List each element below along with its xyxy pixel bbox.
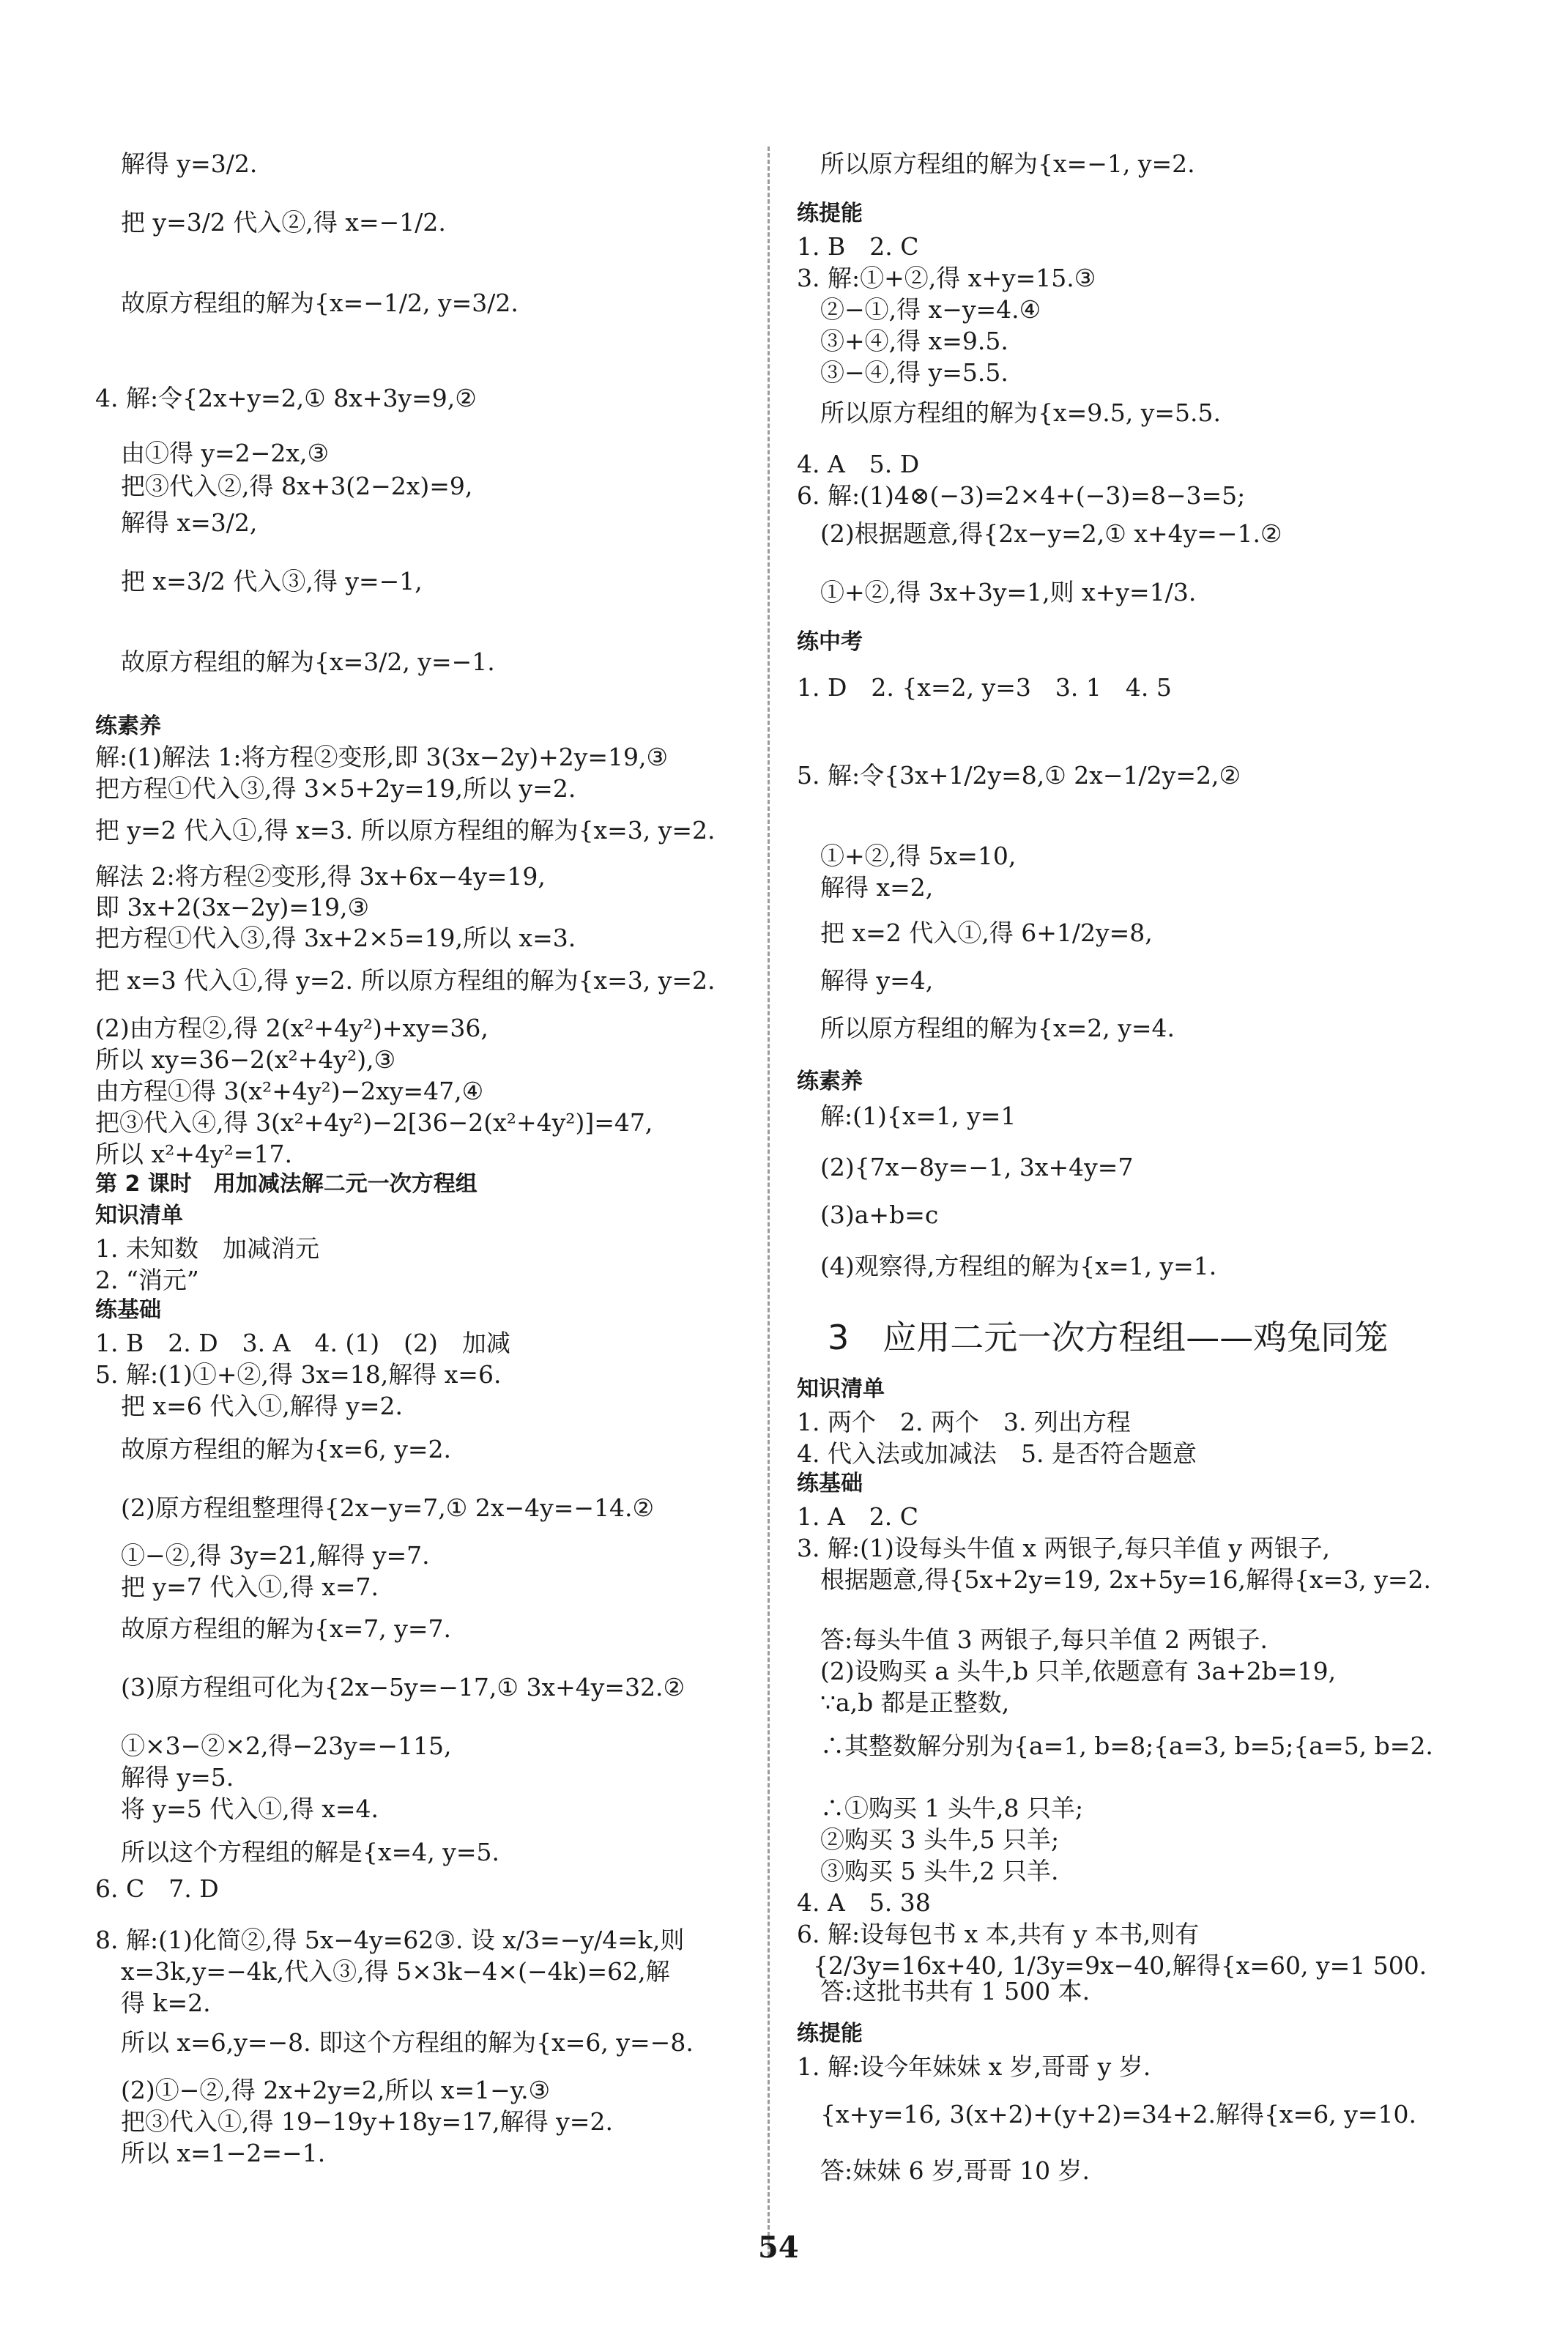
section-heading: 练素养 bbox=[95, 713, 161, 739]
text-line: 解得 y=3/2. bbox=[121, 149, 258, 178]
section-heading: 练中考 bbox=[797, 629, 863, 655]
section-heading: 练基础 bbox=[797, 1471, 863, 1496]
text-line: (4)观察得,方程组的解为{x=1, y=1. bbox=[820, 1252, 1217, 1280]
text-line: {2/3y=16x+40, 1/3y=9x−40,解得{x=60, y=1 500. bbox=[813, 1951, 1427, 1980]
text-line: (3)a+b=c bbox=[820, 1200, 939, 1229]
text-line: (2)根据题意,得{2x−y=2,① x+4y=−1.② bbox=[820, 519, 1282, 548]
text-line: 所以原方程组的解为{x=2, y=4. bbox=[820, 1014, 1175, 1042]
section-heading: 练提能 bbox=[797, 2021, 863, 2046]
text-line: 1. 未知数 加减消元 bbox=[95, 1234, 319, 1263]
text-line: 把③代入①,得 19−19y+18y=17,解得 y=2. bbox=[121, 2107, 613, 2136]
section-heading: 练素养 bbox=[797, 1069, 863, 1094]
text-line: 3. 解:①+②,得 x+y=15.③ bbox=[797, 264, 1096, 292]
text-line: 故原方程组的解为{x=6, y=2. bbox=[121, 1435, 452, 1463]
text-line: 故原方程组的解为{x=7, y=7. bbox=[121, 1614, 452, 1643]
text-line: 6. C 7. D bbox=[95, 1874, 219, 1903]
text-line: (2)设购买 a 头牛,b 只羊,依题意有 3a+2b=19, bbox=[820, 1657, 1337, 1685]
text-line: 4. A 5. 38 bbox=[797, 1888, 931, 1917]
text-line: 5. 解:(1)①+②,得 3x=18,解得 x=6. bbox=[95, 1360, 502, 1389]
text-line: ∴①购买 1 头牛,8 只羊; bbox=[820, 1794, 1084, 1822]
text-line: 所以 x²+4y²=17. bbox=[95, 1140, 292, 1168]
text-line: 1. 两个 2. 两个 3. 列出方程 bbox=[797, 1408, 1131, 1436]
text-line: 把方程①代入③,得 3x+2×5=19,所以 x=3. bbox=[95, 924, 576, 952]
text-line: ②−①,得 x−y=4.④ bbox=[820, 295, 1041, 324]
text-line: 3. 解:(1)设每头牛值 x 两银子,每只羊值 y 两银子, bbox=[797, 1534, 1331, 1562]
text-line: 即 3x+2(3x−2y)=19,③ bbox=[95, 893, 370, 921]
text-line: 答:这批书共有 1 500 本. bbox=[820, 1977, 1090, 2005]
text-line: 5. 解:令{3x+1/2y=8,① 2x−1/2y=2,② bbox=[797, 761, 1241, 790]
text-line: 4. A 5. D bbox=[797, 450, 920, 478]
text-line: 1. B 2. C bbox=[797, 232, 919, 261]
text-line: (3)原方程组可化为{2x−5y=−17,① 3x+4y=32.② bbox=[121, 1673, 685, 1701]
text-line: 所以 x=6,y=−8. 即这个方程组的解为{x=6, y=−8. bbox=[121, 2028, 694, 2057]
text-line: (2){7x−8y=−1, 3x+4y=7 bbox=[820, 1153, 1134, 1181]
text-line: 把 x=6 代入①,解得 y=2. bbox=[121, 1392, 403, 1420]
text-line: 解:(1)解法 1:将方程②变形,即 3(3x−2y)+2y=19,③ bbox=[95, 743, 669, 771]
text-line: 4. 代入法或加减法 5. 是否符合题意 bbox=[797, 1439, 1197, 1468]
text-line: 把 y=3/2 代入②,得 x=−1/2. bbox=[121, 208, 446, 237]
text-line: 4. 解:令{2x+y=2,① 8x+3y=9,② bbox=[95, 384, 477, 412]
text-line: 所以 x=1−2=−1. bbox=[121, 2139, 326, 2167]
text-line: {x+y=16, 3(x+2)+(y+2)=34+2.解得{x=6, y=10. bbox=[820, 2100, 1416, 2129]
section-heading: 练基础 bbox=[95, 1297, 161, 1323]
text-line: 得 k=2. bbox=[121, 1989, 211, 2017]
text-line: ①+②,得 5x=10, bbox=[820, 842, 1017, 870]
text-line: 将 y=5 代入①,得 x=4. bbox=[121, 1795, 379, 1823]
text-line: 解:(1){x=1, y=1 bbox=[820, 1102, 1017, 1130]
text-line: 把方程①代入③,得 3×5+2y=19,所以 y=2. bbox=[95, 774, 576, 803]
text-line: 把 x=2 代入①,得 6+1/2y=8, bbox=[820, 918, 1153, 947]
text-line: 答:妹妹 6 岁,哥哥 10 岁. bbox=[820, 2156, 1090, 2185]
text-line: x=3k,y=−4k,代入③,得 5×3k−4×(−4k)=62,解 bbox=[121, 1957, 670, 1986]
text-line: 故原方程组的解为{x=3/2, y=−1. bbox=[121, 647, 495, 676]
text-line: ∵a,b 都是正整数, bbox=[820, 1688, 1010, 1717]
section-heading: 知识清单 bbox=[95, 1203, 183, 1228]
text-line: 解得 y=4, bbox=[820, 966, 934, 995]
chapter-title: 3 应用二元一次方程组——鸡兔同笼 bbox=[828, 1318, 1389, 1357]
text-line: ①×3−②×2,得−23y=−115, bbox=[121, 1732, 452, 1760]
text-line: 6. 解:设每包书 x 本,共有 y 本书,则有 bbox=[797, 1920, 1200, 1948]
text-line: 所以原方程组的解为{x=9.5, y=5.5. bbox=[820, 398, 1221, 427]
section-heading: 第 2 课时 用加减法解二元一次方程组 bbox=[95, 1171, 478, 1197]
text-line: 把③代入②,得 8x+3(2−2x)=9, bbox=[121, 472, 473, 500]
text-line: 把 x=3 代入①,得 y=2. 所以原方程组的解为{x=3, y=2. bbox=[95, 966, 716, 995]
text-line: 6. 解:(1)4⊗(−3)=2×4+(−3)=8−3=5; bbox=[797, 481, 1246, 510]
text-line: 1. A 2. C bbox=[797, 1502, 919, 1531]
text-line: ③购买 5 头牛,2 只羊. bbox=[820, 1857, 1059, 1885]
text-line: 解得 y=5. bbox=[121, 1763, 234, 1792]
text-line: 解得 x=3/2, bbox=[121, 508, 258, 537]
text-line: ③+④,得 x=9.5. bbox=[820, 327, 1008, 355]
text-line: ③−④,得 y=5.5. bbox=[820, 358, 1008, 387]
text-line: 1. 解:设今年妹妹 x 岁,哥哥 y 岁. bbox=[797, 2052, 1151, 2081]
text-line: 由①得 y=2−2x,③ bbox=[121, 439, 330, 467]
text-line: 把③代入④,得 3(x²+4y²)−2[36−2(x²+4y²)]=47, bbox=[95, 1108, 653, 1137]
text-line: 把 x=3/2 代入③,得 y=−1, bbox=[121, 567, 423, 595]
text-line: 由方程①得 3(x²+4y²)−2xy=47,④ bbox=[95, 1077, 484, 1105]
text-line: 根据题意,得{5x+2y=19, 2x+5y=16,解得{x=3, y=2. bbox=[820, 1565, 1432, 1594]
text-line: 1. B 2. D 3. A 4. (1) (2) 加减 bbox=[95, 1329, 510, 1357]
column-divider bbox=[768, 146, 770, 2256]
section-heading: 练提能 bbox=[797, 201, 863, 226]
text-line: 把 y=7 代入①,得 x=7. bbox=[121, 1573, 379, 1601]
text-line: 8. 解:(1)化简②,得 5x−4y=62③. 设 x/3=−y/4=k,则 bbox=[95, 1926, 685, 1954]
text-line: 2. “消元” bbox=[95, 1266, 199, 1294]
text-line: 答:每头牛值 3 两银子,每只羊值 2 两银子. bbox=[820, 1625, 1268, 1654]
section-heading: 知识清单 bbox=[797, 1376, 885, 1402]
text-line: (2)由方程②,得 2(x²+4y²)+xy=36, bbox=[95, 1014, 488, 1042]
text-line: ①+②,得 3x+3y=1,则 x+y=1/3. bbox=[820, 578, 1197, 606]
text-line: 解得 x=2, bbox=[820, 873, 934, 902]
text-line: 1. D 2. {x=2, y=3 3. 1 4. 5 bbox=[797, 673, 1172, 702]
text-line: 解法 2:将方程②变形,得 3x+6x−4y=19, bbox=[95, 862, 546, 891]
text-line: 把 y=2 代入①,得 x=3. 所以原方程组的解为{x=3, y=2. bbox=[95, 816, 716, 845]
text-line: ②购买 3 头牛,5 只羊; bbox=[820, 1825, 1060, 1854]
text-line: 所以这个方程组的解是{x=4, y=5. bbox=[121, 1838, 500, 1866]
text-line: 故原方程组的解为{x=−1/2, y=3/2. bbox=[121, 289, 519, 317]
text-line: ∴其整数解分别为{a=1, b=8;{a=3, b=5;{a=5, b=2. bbox=[820, 1732, 1433, 1760]
text-line: 所以原方程组的解为{x=−1, y=2. bbox=[820, 149, 1195, 178]
text-line: 所以 xy=36−2(x²+4y²),③ bbox=[95, 1045, 396, 1074]
text-line: (2)原方程组整理得{2x−y=7,① 2x−4y=−14.② bbox=[121, 1493, 655, 1522]
text-line: (2)①−②,得 2x+2y=2,所以 x=1−y.③ bbox=[121, 2076, 551, 2104]
text-line: ①−②,得 3y=21,解得 y=7. bbox=[121, 1541, 430, 1570]
page-number: 54 bbox=[758, 2230, 799, 2265]
